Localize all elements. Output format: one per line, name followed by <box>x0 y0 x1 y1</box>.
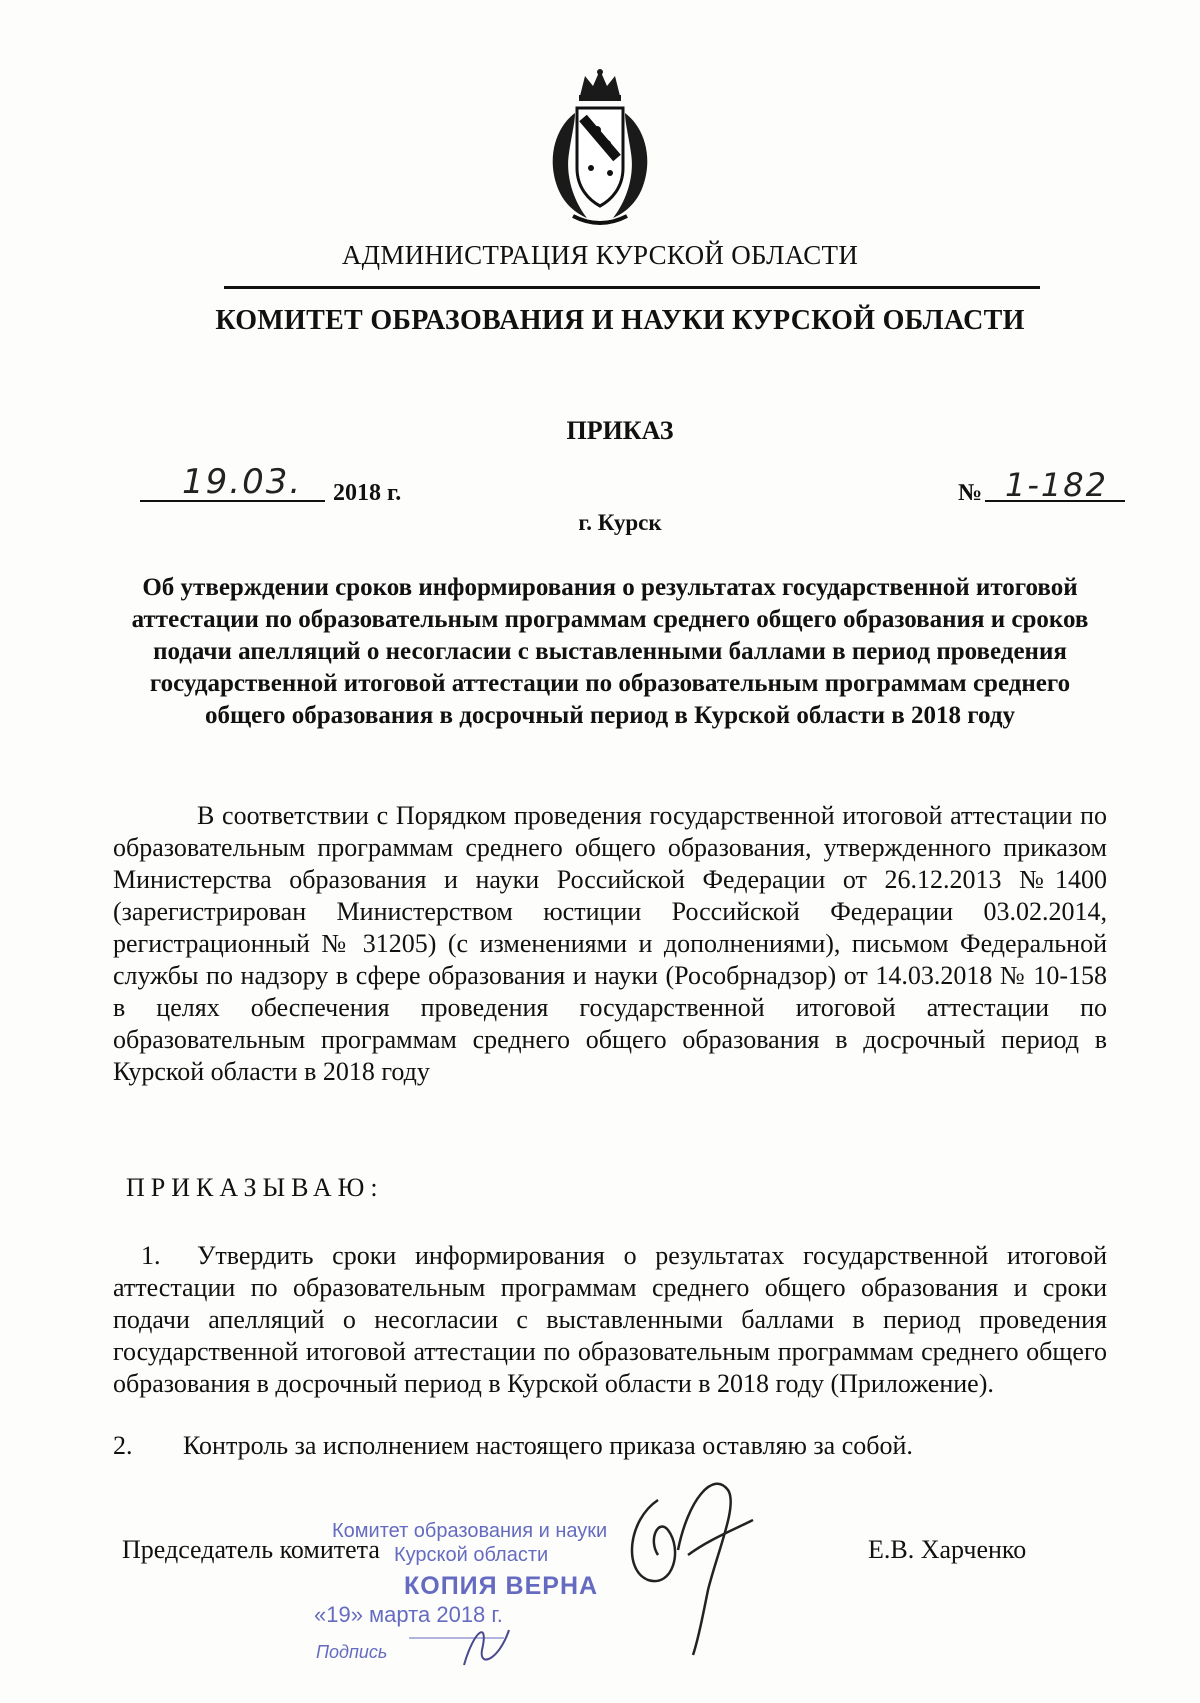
order-heading: Об утверждении сроков информирования о результатах государственной итоговой аттестации по образовательным программам среднего общего образования и сроков подачи апелляций о несогласии с выставленными баллами в период проведения государственной итоговой аттестации по образовательным программам среднего общего образования в досрочный период в Курской области в 2018 году <box>131 574 1089 729</box>
item-text: Утвердить сроки информирования о результатах государственной итоговой аттестации по образовательным программам среднего общего образования и сроки подачи апелляций о несогласии с выставленными баллами в период проведения государственной итоговой аттестации по образовательным программам среднего общего образования в досрочный период в Курской области в 2018 году (Приложение). <box>113 1241 1107 1398</box>
order-item <box>113 1430 1107 1462</box>
order-directive: ПРИКАЗЫВАЮ: <box>126 1173 384 1202</box>
handwritten-order-number: 1-182 <box>1005 466 1108 504</box>
order-title: ПРИКАЗ <box>566 416 674 445</box>
signatory-position: Председатель комитета <box>122 1535 380 1564</box>
item-number: 1. <box>141 1241 161 1270</box>
stamp-region-line: Курской области <box>394 1544 549 1566</box>
preamble-paragraph: В соответствии с Порядком проведения государственной итоговой аттестации по образовательным программам среднего общего образования, утвержденного приказом Министерства образования и науки Российской Федерации от 26.12.2013 №1400 (зарегистрирован Министерством юстиции Российской Федерации 03.02.2014, регистрационный № 31205) (с изменениями и дополнениями), письмом Федеральной службы по надзору в сфере образования и науки (Рособрнадзор) от 14.03.2018 № 10-158 в целях обеспечения проведения государственной итоговой аттестации по образовательным программам среднего общего образования в досрочный период в Курской области в 2018 году <box>113 801 1107 1086</box>
item-number: 2. <box>113 1431 133 1460</box>
administration-title: АДМИНИСТРАЦИЯ КУРСКОЙ ОБЛАСТИ <box>341 240 859 270</box>
stamp-sign-label: Подпись <box>316 1642 388 1662</box>
coat-of-arms-emblem <box>535 68 665 228</box>
stamp-org-line: Комитет образования и науки <box>332 1520 608 1542</box>
signatory-name: Е.В. Харченко <box>868 1535 1027 1564</box>
handwritten-date: 19.03. <box>182 462 303 502</box>
order-city: г. Курск <box>578 510 662 535</box>
item-text: Контроль за исполнением настоящего приказа оставляю за собой. <box>183 1431 913 1460</box>
handwritten-signature <box>618 1460 758 1660</box>
header-divider <box>224 286 1040 289</box>
order-year: 2018 г. <box>333 480 402 506</box>
stamp-date: «19» марта 2018 г. <box>314 1602 503 1627</box>
committee-title: КОМИТЕТ ОБРАЗОВАНИЯ И НАУКИ КУРСКОЙ ОБЛАСТИ <box>215 305 1025 336</box>
number-sign: № <box>958 480 983 506</box>
copy-certified-stamp <box>314 1520 644 1670</box>
stamp-handwriting-marks <box>314 1520 644 1670</box>
order-item <box>113 1240 1107 1400</box>
stamp-copy-verified: КОПИЯ ВЕРНА <box>404 1572 599 1600</box>
